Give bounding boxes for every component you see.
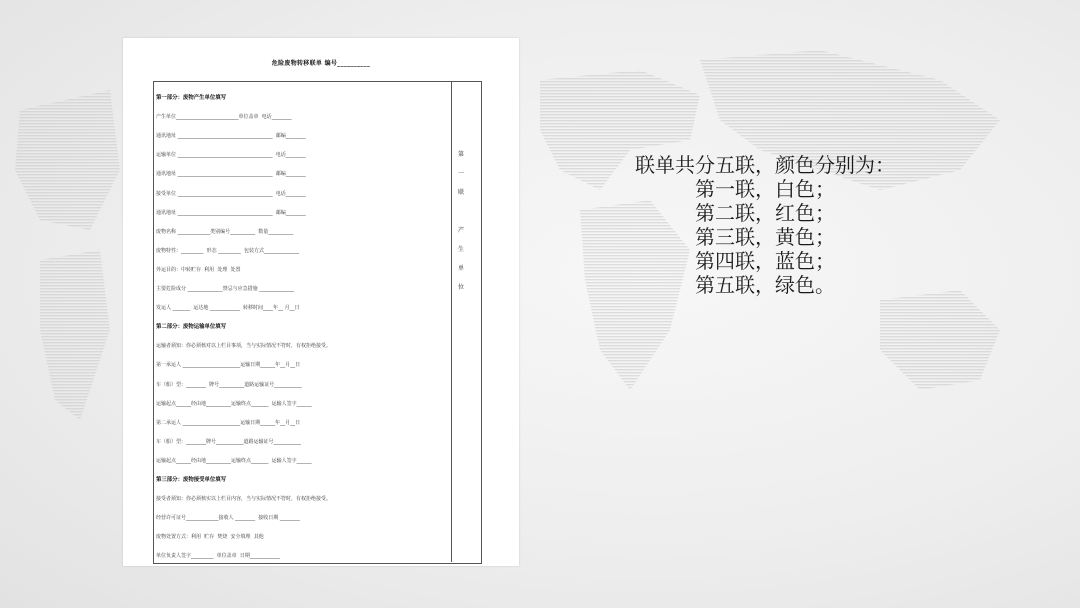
form-line: 通讯地址 ______________________________________ 邮编________ [156, 209, 306, 216]
document-title: 危险废物转移联单 编号__________ [271, 60, 371, 67]
note-line: 第三联，黄色； [695, 225, 835, 249]
form-line: 发运人 _______ 运达地 ____________ 转移时间____年__ 月__日 [156, 305, 300, 312]
section-heading: 第三部分：废物接受单位填写 [156, 477, 227, 483]
form-line: 接受者须知：你必须核实以上栏目内容，当与实际情况不符时，有权拒绝接受。 [156, 496, 332, 503]
note-line: 第五联，绿色。 [695, 273, 835, 297]
form-line: 运输者须知：你必须核对以上栏目事项，当与实际情况不符时，有权拒绝接受。 [156, 343, 332, 350]
manifest-document [123, 38, 519, 566]
form-line: 第一承运人 _______________________运输日期______年__月__日 [156, 362, 301, 369]
side-char: 一 [458, 170, 465, 177]
form-line: 经营许可证号_____________接收人 ________ 接收日期 ________ [156, 515, 300, 522]
section-heading: 第一部分：废物产生单位填写 [156, 95, 227, 101]
form-line: 运输起点______经由地__________运输终点_______ 运输人签字______ [156, 457, 312, 464]
continent-shape [15, 90, 120, 230]
form-line: 接受单位 ______________________________________ 电话________ [156, 190, 306, 197]
form-line: 第二承运人 _______________________运输日期______年__月__日 [156, 419, 301, 426]
form-line: 外运目的：中转贮存 利用 处理 处置 [156, 266, 241, 273]
form-line: 车（船）型：________牌号___________道路运输证号___________ [156, 438, 302, 445]
section-heading: 第二部分：废物运输单位填写 [156, 324, 227, 331]
form-line: 废物处置方式：利用 贮存 焚烧 安全填埋 其他 [156, 534, 264, 541]
form-line: 废物名称 _____________类别编号__________ 数量__________ [156, 228, 294, 235]
form-line: 主要危险成分 ______________禁忌与应急措施 ______________ [156, 286, 295, 292]
form-line: 车（船）型：________ 牌号__________道路运输证号___________ [156, 381, 302, 388]
note-line: 联单共分五联，颜色分别为： [635, 153, 895, 177]
side-char: 产 [458, 227, 465, 234]
side-char: 第 [458, 151, 465, 158]
side-char: 位 [458, 284, 465, 291]
form-line: 通讯地址 ______________________________________ 邮编________ [156, 133, 306, 140]
side-char: 联 [458, 189, 465, 196]
side-char: 单 [458, 265, 465, 272]
note-line: 第二联，红色； [695, 201, 835, 225]
form-line: 运输单位 ______________________________________ 电话________ [156, 152, 306, 159]
note-line: 第一联，白色； [695, 177, 835, 201]
form-line: 单位负责人签字_________ 单位盖章 日期____________ [156, 553, 280, 560]
note-line: 第四联，蓝色； [695, 249, 835, 273]
form-line: 通讯地址 ______________________________________ 邮编________ [156, 171, 306, 178]
continent-shape [880, 290, 1000, 390]
color-note [600, 153, 930, 297]
form-line: 废物特性：_________ 形态 _________ 包装方式______________ [156, 247, 299, 254]
form-line: 产生单位_________________________单位盖章 电话________ [156, 114, 292, 121]
side-char: 生 [458, 246, 465, 253]
continent-shape [40, 250, 110, 420]
form-line: 运输起点______经由地__________运输终点_______ 运输人签字______ [156, 400, 312, 407]
